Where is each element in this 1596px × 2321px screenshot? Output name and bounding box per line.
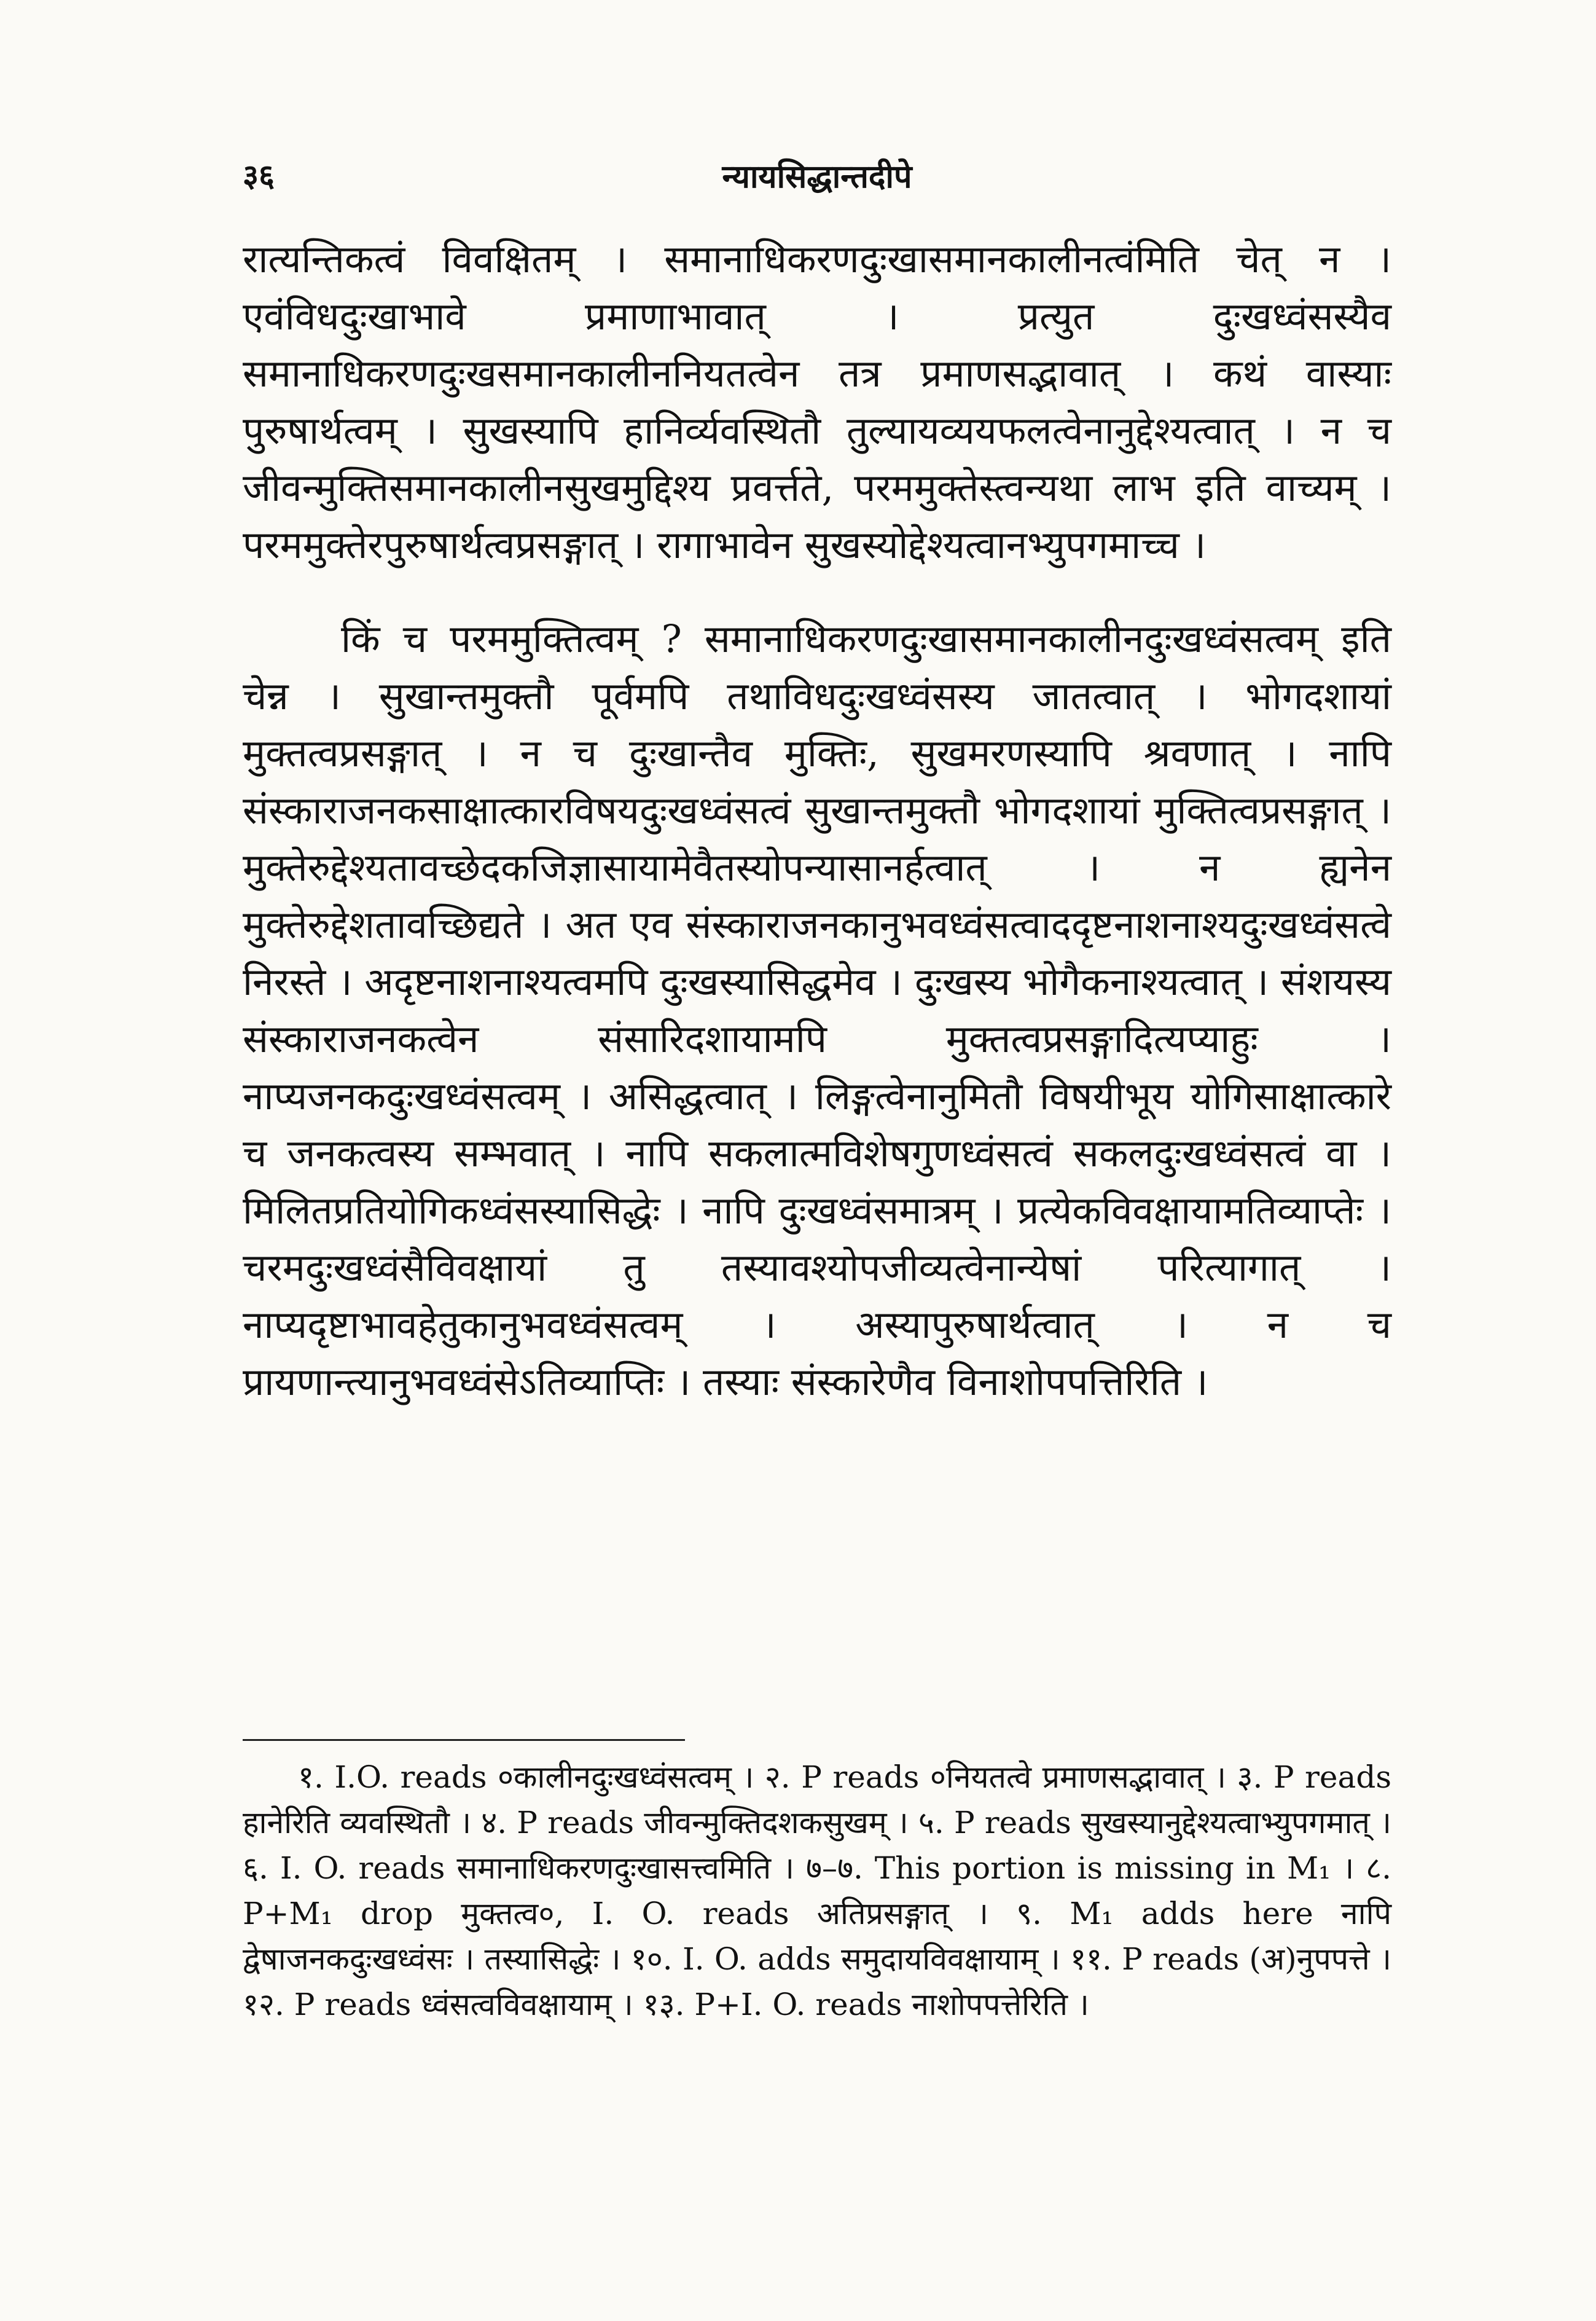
page-header [243, 154, 1391, 197]
page-number: ३६ [243, 157, 275, 194]
footnote-rule [243, 1739, 685, 1741]
footnotes [243, 1754, 1391, 2027]
running-title: न्यायसिद्धान्तदीपे [722, 158, 912, 195]
paragraph-2: किं च परममुक्तित्वम् ? समानाधिकरणदुःखासमानकालीनदुःखध्वंसत्वम् इति चेन्न । सुखान्तमुक्तौ पूर्वमपि तथाविधदुःखध्वंसस्य जातत्वात् । भोगदशायां मुक्तत्वप्रसङ्गात् । न च दुःखान्तैव मुक्तिः, सुखमरणस्यापि श्रवणात् । नापि संस्काराजनकसाक्षात्कारविषयदुःखध्वंसत्वं सुखान्तमुक्तौ भोगदशायां मुक्तित्वप्रसङ्गात् । मुक्तेरुद्देश्यतावच्छेदकजिज्ञासायामेवैतस्योपन्यासानर्हत्वात् । न ह्यनेन मुक्तेरुद्देशतावच्छिद्यते । अत एव संस्काराजनकानुभवध्वंसत्वाददृष्टनाशनाश्यदुःखध्वंसत्वे निरस्ते । अदृष्टनाशनाश्यत्वमपि दुःखस्यासिद्धमेव । दुःखस्य भोगैकनाश्यत्वात् । संशयस्य संस्काराजनकत्वेन संसारिदशायामपि मुक्तत्वप्रसङ्गादित्यप्याहुः । नाप्यजनकदुःखध्वंसत्वम् । असिद्धत्वात् । लिङ्गत्वेनानुमितौ विषयीभूय योगिसाक्षात्कारे च जनकत्वस्य सम्भवात् । नापि सकलात्मविशेषगुणध्वंसत्वं सकलदुःखध्वंसत्वं वा । मिलितप्रतियोगिकध्वंसस्यासिद्धेः । नापि दुःखध्वंसमात्रम् । प्रत्येकविवक्षायामतिव्याप्तेः । चरमदुःखध्वंसैविवक्षायां तु तस्यावश्योपजीव्यत्वेनान्येषां परित्यागात् । नाप्यदृष्टाभावहेतुकानुभवध्वंसत्वम् । अस्यापुरुषार्थत्वात् । न च प्रायणान्त्यानुभवध्वंसेऽतिव्याप्तिः । तस्याः संस्कारेणैव विनाशोपपत्तिरिति । [243, 616, 1391, 1404]
main-text [243, 230, 1391, 1410]
footnote-block: १. I.O. reads ०कालीनदुःखध्वंसत्वम् । २. P reads ०नियतत्वे प्रमाणसद्भावात् । ३. P reads हानेरिति व्यवस्थितौ । ४. P reads जीवन्मुक्तिदशकसुखम् । ५. P reads सुखस्यानुद्देश्यत्वाभ्युपगमात् । ६. I. O. reads समानाधिकरणदुःखासत्त्वमिति । ७–७. This portion is missing in M₁ । ८. P+M₁ drop मुक्तत्व०, I. O. reads अतिप्रसङ्गात् । ९. M₁ adds here नापि द्वेषाजनकदुःखध्वंसः । तस्यासिद्धेः । १०. I. O. adds समुदायविवक्षायाम् । ११. P reads (अ)नुपपत्ते । १२. P reads ध्वंसत्वविवक्षायाम् । १३. P+I. O. reads नाशोपपत्तेरिति । [243, 1759, 1391, 2022]
paragraph-1: रात्यन्तिकत्वं विवक्षितम् । समानाधिकरणदुःखासमानकालीनत्वंमिति चेत् न । एवंविधदुःखाभावे प्रमाणाभावात् । प्रत्युत दुःखध्वंसस्यैव समानाधिकरणदुःखसमानकालीननियतत्वेन तत्र प्रमाणसद्भावात् । कथं वास्याः पुरुषार्थत्वम् । सुखस्यापि हानिर्व्यवस्थितौ तुल्यायव्ययफलत्वेनानुद्देश्यत्वात् । न च जीवन्मुक्तिसमानकालीनसुखमुद्दिश्य प्रवर्त्तते, परममुक्तेस्त्वन्यथा लाभ इति वाच्यम् । परममुक्तेरपुरुषार्थत्वप्रसङ्गात् । रागाभावेन सुखस्योद्देश्यत्वानभ्युपगमाच्च । [243, 237, 1391, 567]
